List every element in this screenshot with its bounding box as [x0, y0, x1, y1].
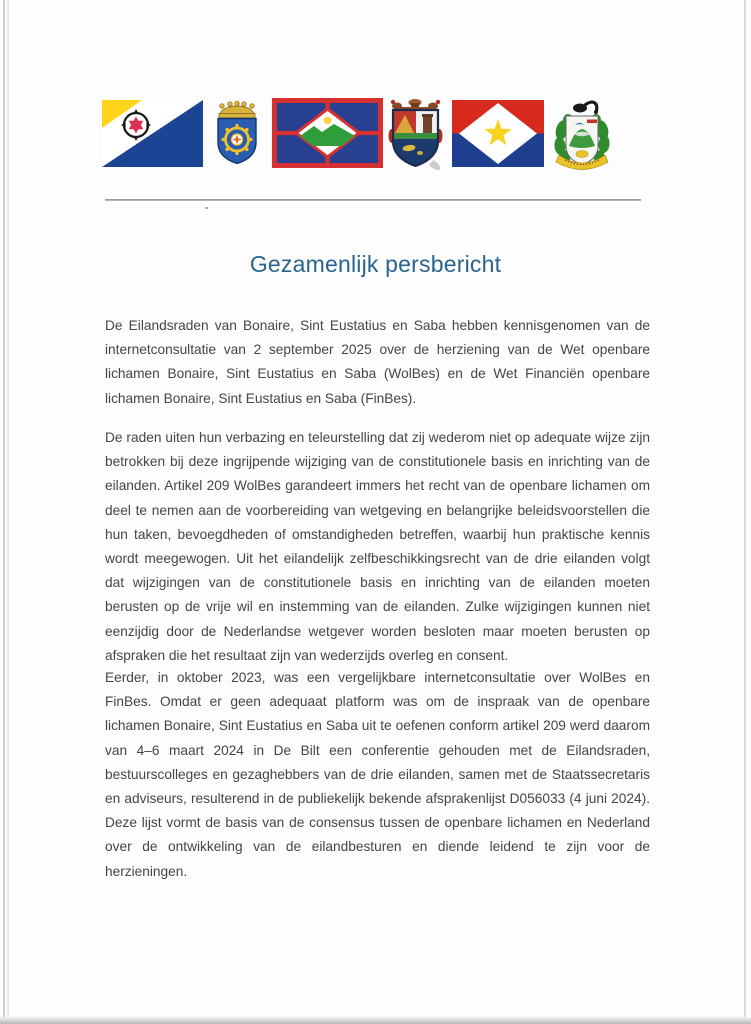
- saba-flag: [452, 100, 544, 167]
- scan-edge-left-2: [7, 0, 9, 1024]
- divider-line: [105, 199, 641, 201]
- scan-edge-bottom: [0, 1017, 751, 1024]
- paragraph-intro: De Eilandsraden van Bonaire, Sint Eustatius en Saba hebben kennisgenomen van de internetconsultatie van 2 september 2025 over de herziening van de Wet openbare lichamen Bonaire, Sint Eustatius en Saba (WolBes) en de Wet Financiën openbare lichamen Bonaire, Sint Eustatius en Saba (FinBes).: [105, 318, 650, 406]
- sint-eustatius-flag: [272, 98, 383, 168]
- saba-coat-of-arms: [551, 96, 613, 172]
- scan-speck: [205, 207, 208, 209]
- bonaire-coat-of-arms: [209, 99, 265, 167]
- paragraph-history: Eerder, in oktober 2023, was een vergelijkbare internetconsultatie over WolBes en FinBes. Omdat er geen adequaat platform was om de inspraak van de openbare lichamen Bonaire, Sint Eustatius en Saba uit te oefenen conform artikel 209 werd daarom van 4–6 maart 2024 in De Bilt een conferentie gehouden met de Eilandsraden, bestuurscolleges en gezaghebbers van de drie eilanden, samen met de Staatssecretaris en adviseurs, resulterend in de publiekelijk bekende afsprakenlijst D056033 (4 juni 2024). Deze lijst vormt de basis van de consensus tussen de openbare lichamen en Nederland over de ontwikkeling van de eilandbesturen en diende leidend te zijn voor de herzieningen.: [105, 670, 650, 879]
- sint-eustatius-coat-of-arms: [387, 96, 444, 172]
- scan-edge-left: [3, 0, 5, 1024]
- scan-edge-right: [744, 0, 746, 1024]
- press-release-title: Gezamenlijk persbericht: [249, 251, 502, 277]
- bonaire-flag: [102, 100, 203, 167]
- paragraph-concerns: De raden uiten hun verbazing en teleurstelling dat zij wederom niet op adequate wijze zijn betrokken bij deze ingrijpende wijziging van de constitutionele basis en inrichting van de eilanden. Artikel 209 WolBes garandeert immers het recht van de openbare lichamen om deel te nemen aan de voorbereiding van wetgeving en belangrijke beleidsvoorstellen die hun taken, bevoegdheden of omstandigheden betreffen, waarbij hun praktische kennis wordt meegewogen. Uit het eilandelijk zelfbeschikkingsrecht van de drie eilanden volgt dat wijzigingen van de constitutionele basis en inrichting van de eilanden moeten berusten op de vrije wil en instemming van de eilanden. Zulke wijzigingen kunnen niet eenzijdig door de Nederlandse wetgever worden besloten maar moeten berusten op afspraken die het resultaat zijn van wederzijds overleg en consent.: [105, 430, 650, 663]
